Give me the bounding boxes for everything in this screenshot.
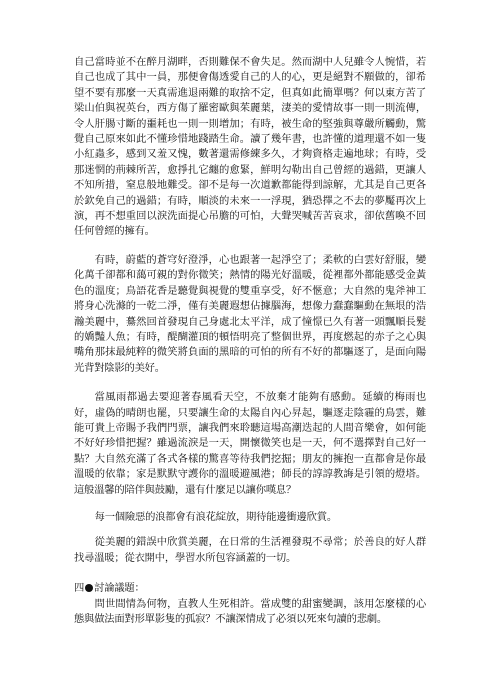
discussion-number: 四	[74, 582, 85, 595]
paragraph-2: 有時，蔚藍的蒼穹好澄淨，心也跟著一起淨空了；柔軟的白雲好舒服，變化萬千卻都和藹可親的對你微笑；熱情的陽光好溫暖，從裡都外都能感受金黃色的溫度；鳥語花香是聽覺與視覺的雙重享受，好不愜意；大自然的鬼斧神工將身心洗滌的一乾二淨，僅有美麗遐想佔據腦海，想像力蠢蠢驅動在無垠的浩瀚美麗中，驀然回首發現自己身處北太平洋，成了憧憬已久有著一頭飄順長髮的嬌豔人魚；有時，醍醐灌頂的頓悟明亮了整個世界，再度燃起的赤子之心與嘴角那抹最純粹的微笑將負面的黑暗的可怕的所有不好的都驅逐了，是面向陽光背對陰影的美好。	[74, 253, 426, 374]
essay-body	[74, 55, 426, 627]
paragraph-3: 當風雨都過去要迎著春風看天空，不放棄才能夠有感動。延續的梅雨也好，虛偽的晴朗也罷，只要讓生命的太陽自內心昇起，驅逐走陰霾的鳥雲，難能可貴上帝賜予我們門票，讓我們來聆聽這場高潮迭起的人間音樂會，如何能不好好珍惜把握？雖過流淚是一天，開懷微笑也是一天，何不選擇對自己好一點？大自然充滿了各式各樣的驚喜等待我們挖掘；朋友的擁抱一直都會是你最溫暖的依靠；家是默默守護你的溫暖避風港；師長的諄諄教誨是引領的燈塔。這般溫馨的陪伴與鼓勵，還有什麼足以讓你嘆息？	[74, 391, 426, 496]
paragraph-1: 自己當時並不在醉月湖畔，否則難保不會失足。然而湖中人兒雖令人惋惜，若自己也成了其中一員，那便會傷透愛自己的人的心，更是絕對不願做的，卻希望不要有那麼一天真需進退兩難的取捨不定，但真如此簡單嗎？何以東方苦了梁山伯與祝英台，西方傷了羅密歐與茱麗葉，淒美的愛情故事一則一則流傳，令人肝腸寸斷的噩耗也一則一則增加；有時，被生命的堅強與尊嚴所觸動，驚覺自己原來如此不懂珍惜地踐踏生命。讀了幾年書，也許懂的道理還不如一隻小紅蟲多，感到又羞又愧，數著還需修練多久，才夠資格走遍地球；有時，受那迷惘的荊棘所苦，愈掙扎它纏的愈緊，鮮明勾勒出自己曾經的過錯，更讓人不知所措，窒息般地難受。卻不是每一次道歉都能得到諒解，尤其是自己更各於欽免自己的過錯；有時，順淡的未來一一浮現，猶恐擇之不去的夢魘再次上演，再不想重回以淚洗面提心吊膽的可怕，大聲哭喊苦苦哀求，卻依舊喚不回任何曾經的擁有。	[74, 56, 426, 238]
discussion-heading-text: 討論議題：	[94, 582, 145, 595]
discussion-heading	[74, 581, 426, 596]
bullet-dot-icon	[85, 584, 93, 592]
discussion-section	[74, 581, 426, 627]
paragraph-5: 從美麗的錯誤中欣賞美麗，在日常的生活裡發現不尋常；於善良的好人群找尋溫暖；從衣開中，學習水所包容涵蓋的一切。	[74, 536, 426, 564]
discussion-body: 問世間情為何物，直教人生死相許。當成雙的甜蜜變調，該用怎麼樣的心態與做法面對形單影隻的孤寂？不讓深情成了必須以死來句讀的悲劇。	[74, 597, 426, 625]
paragraph-4: 每一個險惡的浪都會有浪花綻放，期待能邊衝邊欣賞。	[94, 510, 337, 523]
